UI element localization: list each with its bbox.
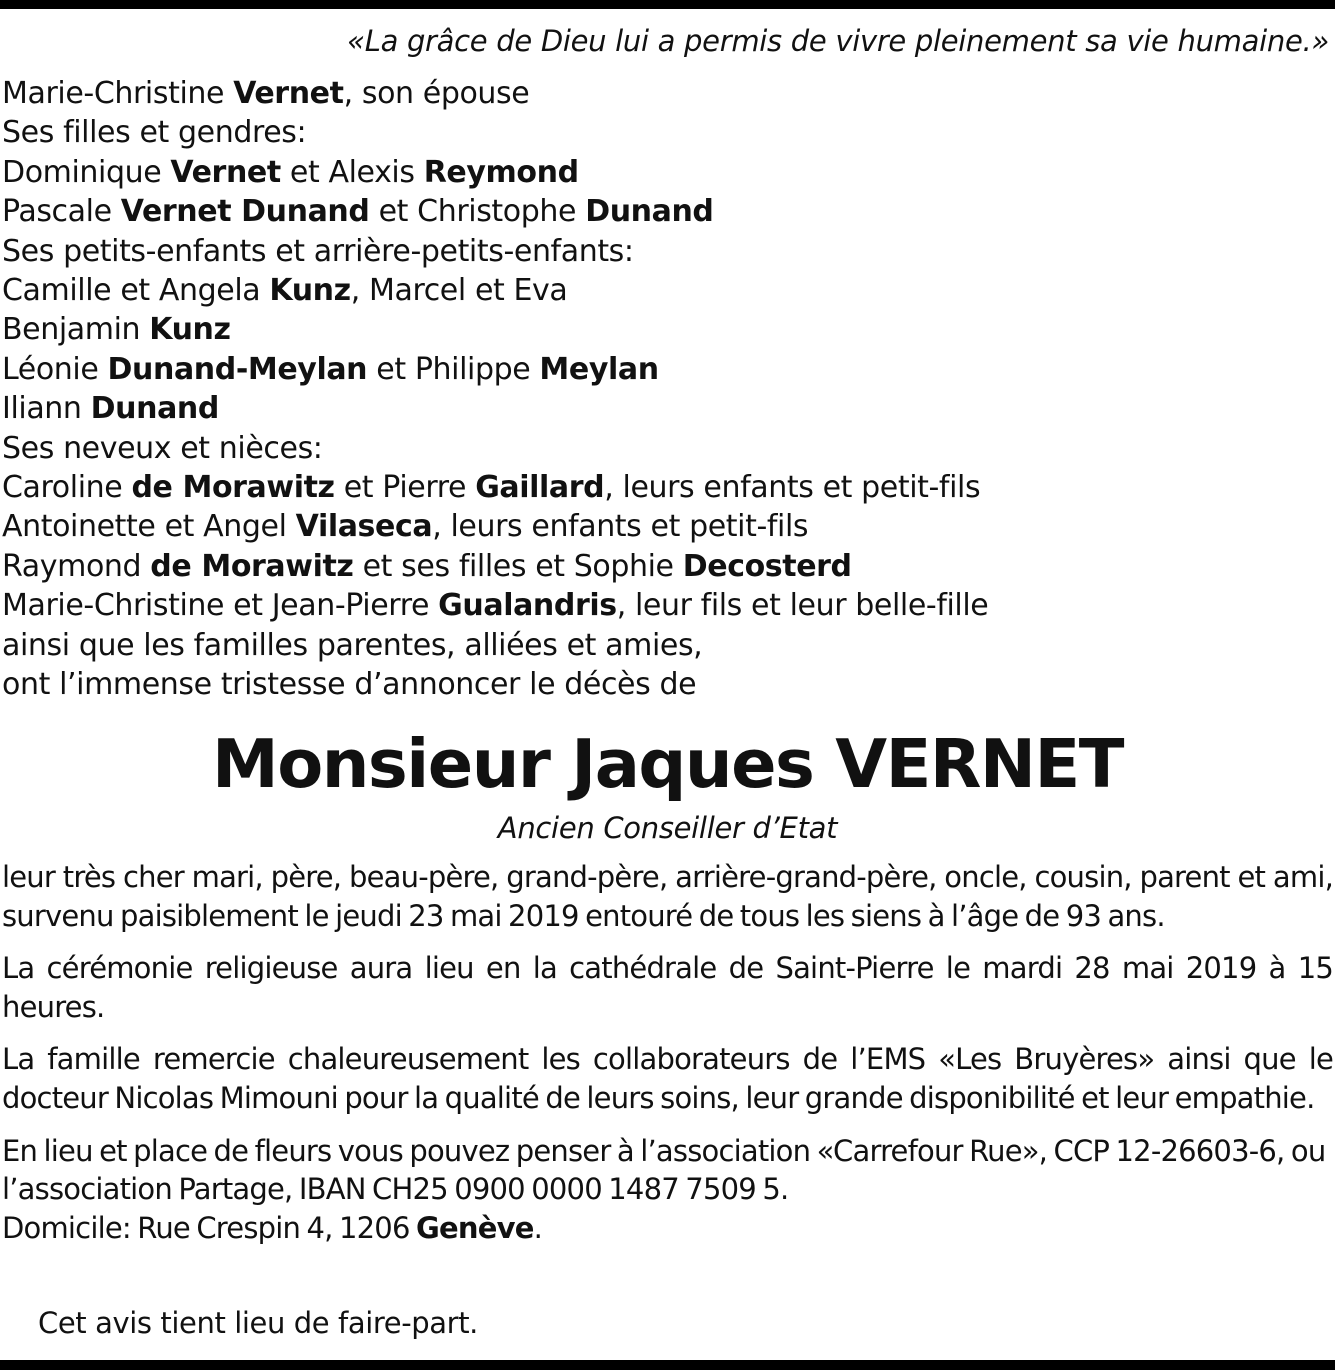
bottom-rule <box>0 1360 1335 1370</box>
family-text: et ses filles et Sophie <box>353 548 683 584</box>
family-text: ainsi que les familles parentes, alliées et amies, <box>2 627 703 663</box>
family-text: Antoinette et Angel <box>2 509 296 545</box>
family-surname: Kunz <box>149 312 231 348</box>
family-surname: Kunz <box>269 273 351 309</box>
family-text: Caroline <box>2 470 132 506</box>
thanks-paragraph: La famille remercie chaleureusement les collaborateurs de l’EMS «Les Bruyères» ainsi que le docteur Nicolas Mimouni pour la qualité de leurs soins, leur grande disponibilité et leur empathie. <box>2 1042 1333 1115</box>
family-text: Iliann <box>2 391 91 427</box>
family-surname: Meylan <box>539 351 659 387</box>
family-surname: de Morawitz <box>150 548 354 584</box>
notice-body <box>2 858 1333 1247</box>
family-text: , Marcel et Eva <box>350 273 568 309</box>
family-heading: Ses petits-enfants et arrière-petits-enfants: <box>2 233 634 269</box>
family-surname: Gualandris <box>438 588 617 624</box>
family-line <box>2 468 1332 507</box>
family-line <box>2 586 1332 625</box>
family-text: , leurs enfants et petit-fils <box>432 509 809 545</box>
family-line <box>2 271 1332 310</box>
family-text: et Philippe <box>367 351 540 387</box>
family-surname: Dunand <box>90 391 219 427</box>
family-surname: Dunand-Meylan <box>107 351 368 387</box>
domicile-city: Genève <box>416 1210 534 1245</box>
family-text: , son épouse <box>343 76 530 111</box>
family-surname: Vernet <box>170 154 281 190</box>
family-line <box>2 429 1332 468</box>
deceased-title: Ancien Conseiller d’Etat <box>497 811 838 845</box>
epigraph-quote: «La grâce de Dieu lui a permis de vivre pleinement sa vie humaine.» <box>347 24 1329 58</box>
family-line <box>2 626 1332 665</box>
family-heading: Ses filles et gendres: <box>2 115 307 151</box>
family-text: Dominique <box>2 154 171 190</box>
family-text: Léonie <box>2 351 108 387</box>
donation-paragraph: En lieu et place de fleurs vous pouvez penser à l’association «Carrefour Rue», CCP 12-26603-6, ou l’association Partage, IBAN CH25 0900 0000 1487 7509 5. <box>2 1133 1326 1207</box>
family-surname: Gaillard <box>475 470 605 506</box>
deceased-name: Monsieur Jaques VERNET <box>212 725 1123 803</box>
family-text: et Pierre <box>334 470 476 506</box>
family-line <box>2 192 1332 231</box>
family-line <box>2 665 1332 704</box>
family-line <box>2 310 1332 349</box>
top-rule <box>0 0 1335 9</box>
tribute-paragraph: leur très cher mari, père, beau-père, grand-père, arrière-grand-père, oncle, cousin, parent et ami, survenu paisiblement le jeudi 23 mai 2019 entouré de tous les siens à l’âge de 93 ans. <box>2 860 1333 933</box>
family-line <box>2 350 1332 389</box>
family-surname: Vernet Dunand <box>120 194 370 230</box>
closing-note: Cet avis tient lieu de faire-part. <box>38 1306 478 1340</box>
family-text: Camille et Angela <box>2 273 270 309</box>
family-text: Raymond <box>2 548 151 584</box>
family-surname: Dunand <box>585 194 714 230</box>
family-text: , leur fils et leur belle-fille <box>616 588 989 624</box>
family-text: Marie-Christine et Jean-Pierre <box>2 588 439 624</box>
family-surname: Decosterd <box>682 548 852 584</box>
family-surname: de Morawitz <box>131 470 335 506</box>
family-text: , leurs enfants et petit-fils <box>604 470 981 506</box>
family-line <box>2 389 1332 428</box>
family-text: et Alexis <box>280 154 424 190</box>
family-text: et Christophe <box>369 194 586 230</box>
family-surname: Vilaseca <box>295 509 433 545</box>
family-heading: Ses neveux et nièces: <box>2 430 323 466</box>
family-text: Marie-Christine <box>2 76 234 111</box>
domicile-line <box>2 1209 1333 1248</box>
family-line <box>2 153 1332 192</box>
family-text: Benjamin <box>2 312 150 348</box>
family-list <box>2 74 1332 705</box>
family-surname: Reymond <box>423 154 579 190</box>
announcement-text: ont l’immense tristesse d’annoncer le décès de <box>2 667 697 703</box>
family-line <box>2 113 1332 152</box>
family-surname: Vernet <box>233 76 344 111</box>
family-line <box>2 547 1332 586</box>
ceremony-paragraph: La cérémonie religieuse aura lieu en la cathédrale de Saint-Pierre le mardi 28 mai 2019 à 15 heures. <box>2 951 1333 1024</box>
family-line <box>2 507 1332 546</box>
family-text: Pascale <box>2 194 121 230</box>
family-line <box>2 74 1332 113</box>
family-line <box>2 232 1332 271</box>
domicile-suffix: . <box>533 1210 542 1245</box>
domicile-address: Domicile: Rue Crespin 4, 1206 <box>2 1210 417 1245</box>
